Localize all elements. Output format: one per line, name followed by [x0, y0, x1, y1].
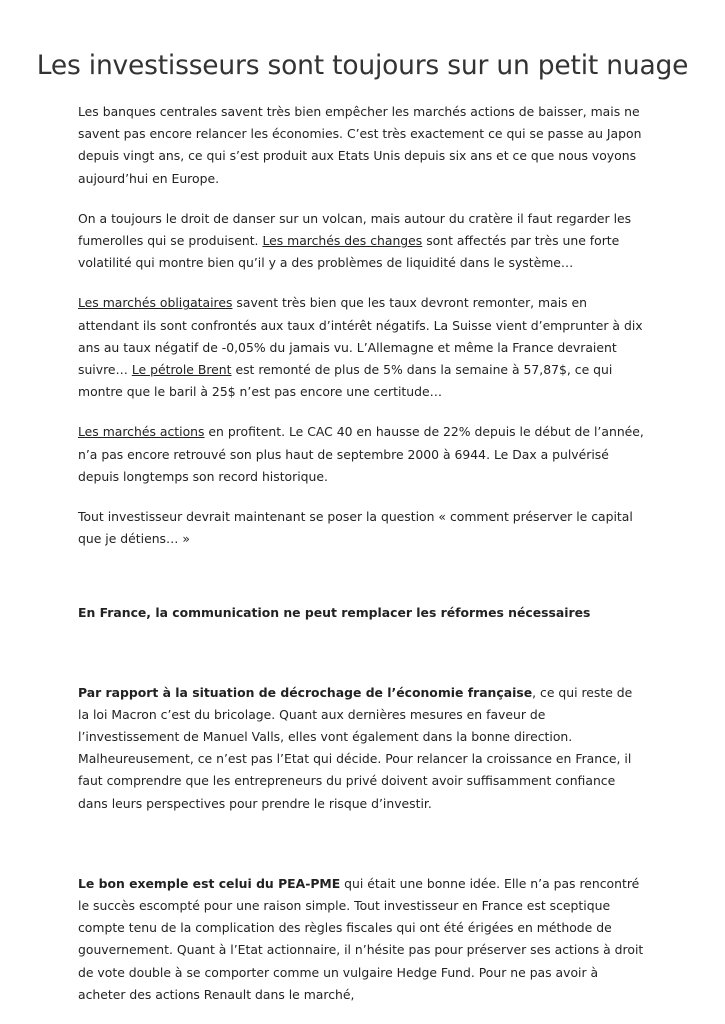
paragraph-investor-question: Tout investisseur devrait maintenant se poser la question « comment préserver le capital que je détiens… » — [78, 509, 633, 547]
paragraph-text: est remonté de plus de 5% dans la semaine à 57,87$, ce qui montre que le baril à 25$ n’est pas encore une certitude… — [78, 362, 613, 400]
paragraph-text: , ce qui reste de la loi Macron c’est du bricolage. Quant aux dernières mesures en faveur de l’investissement de Manuel Valls, elles vont également dans la bonne direction. Malheureusement, ce n’est pas l’Etat qui décide. Pour relancer la croissance en France, il faut comprendre que les entrepreneurs du privé doivent avoir suffisamment confiance dans leurs perspectives pour prendre le risque d’investir. — [78, 684, 633, 811]
paragraph-lead: Le bon exemple est celui du PEA-PME — [78, 875, 341, 891]
link-bond-markets[interactable]: Les marchés obligataires — [78, 295, 233, 311]
link-currency-markets[interactable]: Les marchés des changes — [262, 233, 423, 249]
subheading-text: En France, la communication ne peut remplacer les réformes nécessaires — [78, 605, 591, 621]
paragraph-french-economy — [78, 682, 644, 815]
paragraph-text: savent très bien que les taux devront remonter, mais en attendant ils sont confrontés aux taux d’intérêt négatifs. La Suisse vient d’emprunter à dix ans au taux négatif de -0,05% du jamais vu. L’Allemagne et même la France devraient suivre… — [78, 295, 643, 378]
paragraph-lead: Par rapport à la situation de décrochage de l’économie française — [78, 684, 533, 700]
paragraph-text: qui était une bonne idée. Elle n’a pas rencontré le succès escompté pour une raison simple. Tout investisseur en France est sceptique compte tenu de la complication des règles fiscales qui ont été érigées en méthode de gouvernement. Quant à l’Etat actionnaire, il n’hésite pas pour préserver ses actions à droit de vote double à se comporter comme un vulgaire Hedge Fund. Pour ne pas avoir à acheter des actions Renault dans le marché, — [78, 875, 644, 1002]
article-body — [78, 101, 644, 1024]
paragraph-volcano — [78, 208, 644, 275]
link-brent-oil[interactable]: Le pétrole Brent — [131, 362, 232, 378]
paragraph-equity-markets — [78, 421, 644, 488]
link-equity-markets[interactable]: Les marchés actions — [78, 424, 205, 440]
paragraph-text: On a toujours le droit de danser sur un volcan, mais autour du cratère il faut regarder les fumerolles qui se produisent. — [78, 210, 632, 249]
paragraph-bond-markets — [78, 292, 644, 403]
paragraph-pea-pme — [78, 873, 644, 1006]
paragraph-text: sont affectés par très une forte volatilité qui montre bien qu’il y a des problèmes de liquidité dans le système… — [78, 233, 620, 271]
paragraph-text: en profitent. Le CAC 40 en hausse de 22% depuis le début de l’année, n’a pas encore retrouvé son plus haut de septembre 2000 à 6944. Le Dax a pulvérisé depuis longtemps son record historique. — [78, 424, 644, 484]
page-title: Les investisseurs sont toujours sur un petit nuage — [36, 50, 689, 81]
paragraph-central-banks: Les banques centrales savent très bien empêcher les marchés actions de baisser, mais ne savent pas encore relancer les économies. C’est très exactement ce qui se passe au Japon depuis vingt ans, ce qui s’est produit aux Etats Unis depuis six ans et ce que nous voyons aujourd’hui en Europe. — [78, 104, 642, 186]
section-subheading — [78, 602, 644, 624]
